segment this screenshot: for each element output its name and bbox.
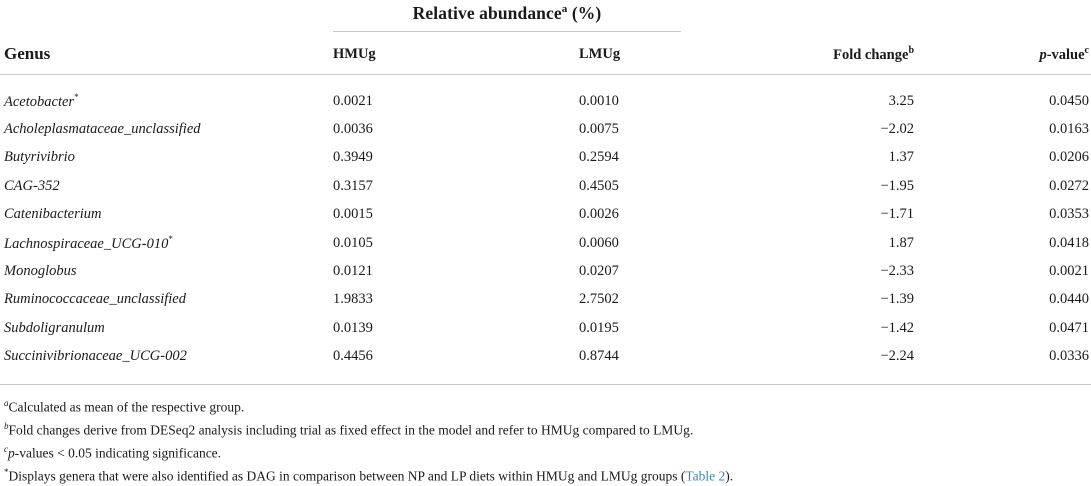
relative-abundance-header: Relative abundance$^a$ (%)	[412, 3, 602, 23]
genus-cell: Lachnospiraceae_UCG-010*	[4, 233, 173, 252]
p-value-cell: 0.0163	[1049, 121, 1089, 138]
fold-change-cell: −2.24	[880, 348, 914, 365]
table-footnotes	[4, 394, 1084, 486]
table-row	[0, 229, 1091, 257]
genus-cell: Acholeplasmataceae_unclassified	[4, 121, 201, 138]
table-row	[0, 257, 1091, 285]
table-row	[0, 75, 1091, 116]
genus-cell: Butyrivibrio	[4, 149, 75, 166]
lmug-cell: 0.0195	[579, 319, 619, 336]
table-row	[0, 343, 1091, 371]
lmug-cell: 0.0010	[579, 92, 619, 109]
fold-change-cell: −1.39	[880, 291, 914, 308]
lmug-cell: 0.2594	[579, 149, 619, 166]
lmug-cell: 0.0026	[579, 206, 619, 223]
lmug-cell: 0.0060	[579, 234, 619, 251]
hmug-cell: 0.3949	[333, 149, 373, 166]
p-value-cell: 0.0021	[1049, 263, 1089, 280]
table-row	[0, 144, 1091, 172]
genus-cell: Catenibacterium	[4, 206, 102, 223]
footnote-c: $^c$p-values < 0.05 indicating significance.	[4, 444, 222, 461]
genus-cell: Acetobacter*	[4, 91, 79, 110]
fold-change-cell: −1.95	[880, 177, 914, 194]
genus-cell: Succinivibrionaceae_UCG-002	[4, 348, 187, 365]
p-value-cell: 0.0471	[1049, 319, 1089, 336]
lmug-cell: 0.4505	[579, 177, 619, 194]
genus-cell: Monoglobus	[4, 263, 77, 280]
table-row	[0, 172, 1091, 200]
footnote-star: *Displays genera that were also identified as DAG in comparison between NP and LP diets within HMUg and LMUg groups (Table 2).	[4, 467, 734, 484]
hmug-cell: 1.9833	[333, 291, 373, 308]
fold-change-cell: −1.42	[880, 319, 914, 336]
table-bottom-rule	[0, 384, 1091, 385]
column-header-hmug: HMUg	[333, 45, 376, 62]
table-row	[0, 115, 1091, 143]
fold-change-cell: 1.37	[888, 149, 914, 166]
hmug-cell: 0.0036	[333, 121, 373, 138]
table-row	[0, 286, 1091, 314]
asterisk-marker: *	[74, 91, 79, 102]
fold-change-cell: −2.33	[880, 263, 914, 280]
fold-change-cell: 1.87	[888, 234, 914, 251]
fold-change-cell: −1.71	[880, 206, 914, 223]
p-value-cell: 0.0418	[1049, 234, 1089, 251]
table-row	[0, 314, 1091, 342]
lmug-cell: 0.0207	[579, 263, 619, 280]
asterisk-marker: *	[168, 233, 173, 244]
p-value-cell: 0.0353	[1049, 206, 1089, 223]
table-2-link[interactable]: Table 2	[685, 468, 726, 484]
hmug-cell: 0.4456	[333, 348, 373, 365]
column-header-p-value: p-value$^c$	[1039, 44, 1089, 63]
genus-cell: Subdoligranulum	[4, 319, 105, 336]
p-value-cell: 0.0440	[1049, 291, 1089, 308]
column-header-lmug: LMUg	[579, 45, 621, 62]
lmug-cell: 0.0075	[579, 121, 619, 138]
lmug-cell: 2.7502	[579, 291, 619, 308]
fold-change-cell: 3.25	[888, 92, 914, 109]
genus-cell: CAG-352	[4, 177, 60, 194]
lmug-cell: 0.8744	[579, 348, 619, 365]
genus-cell: Ruminococcaceae_unclassified	[4, 291, 186, 308]
hmug-cell: 0.0121	[333, 263, 373, 280]
p-value-cell: 0.0272	[1049, 177, 1089, 194]
table-header-row	[0, 34, 1091, 75]
hmug-cell: 0.0105	[333, 234, 373, 251]
footnote-a: $^a$Calculated as mean of the respective group.	[4, 398, 245, 415]
column-header-genus: Genus	[4, 44, 51, 63]
hmug-cell: 0.0021	[333, 92, 373, 109]
fold-change-cell: −2.02	[880, 121, 914, 138]
p-value-cell: 0.0206	[1049, 149, 1089, 166]
p-value-cell: 0.0336	[1049, 348, 1089, 365]
footnote-b: $^b$Fold changes derive from DESeq2 analysis including trial as fixed effect in the model and refer to HMUg compared to LMUg.	[4, 421, 694, 438]
group-header-rule	[333, 31, 681, 32]
table-body	[0, 75, 1091, 371]
hmug-cell: 0.3157	[333, 177, 373, 194]
hmug-cell: 0.0139	[333, 319, 373, 336]
hmug-cell: 0.0015	[333, 206, 373, 223]
genus-abundance-table	[0, 34, 1091, 371]
p-value-cell: 0.0450	[1049, 92, 1089, 109]
column-header-fold-change: Fold change$^b$	[833, 44, 914, 63]
table-row	[0, 201, 1091, 229]
